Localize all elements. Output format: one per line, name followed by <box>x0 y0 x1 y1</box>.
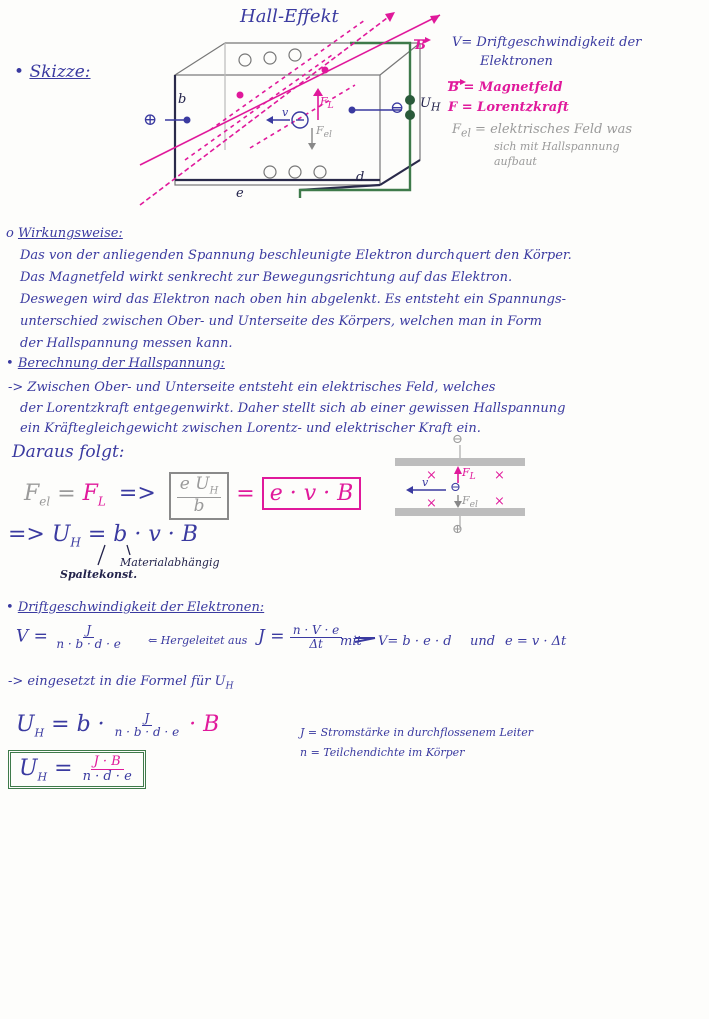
label-UH: $U_H$ <box>420 96 441 114</box>
plate-plus-bottom-icon: ⊕ <box>452 522 463 537</box>
wirkungsweise-line-2: Das Magnetfeld wirkt senkrecht zur Bewegungsrichtung auf das Elektron. <box>20 270 513 285</box>
wirkungsweise-line-4: unterschied zwischen Ober- und Unterseite des Körpers, welchen man in Form <box>20 314 542 329</box>
box-edge-top-left <box>175 43 225 75</box>
drift-hergeleitet: ⇐ Hergeleitet aus <box>148 634 248 647</box>
sketch-heading: • Skizze: <box>14 62 91 82</box>
cross-icon-2: × <box>494 468 505 483</box>
box-edge-top-right <box>380 43 420 75</box>
drift-eingesetzt: -> eingesetzt in die Formel für $U_H$ <box>8 674 234 692</box>
top-charge-2 <box>264 52 276 64</box>
label-e: e <box>236 186 244 201</box>
drift-heading: • Driftgeschwindigkeit der Elektronen: <box>6 600 265 615</box>
top-charge-1 <box>239 54 251 66</box>
drift-mit: mit <box>340 634 362 649</box>
bottom-charge-1 <box>264 166 276 178</box>
bottom-charge-2 <box>289 166 301 178</box>
berechnung-line-2: der Lorentzkraft entgegenwirkt. Daher stellt sich ab einer gewissen Hallspannung <box>20 401 566 416</box>
uh-equation: => $U_H = b \cdot v \cdot B$ <box>8 522 198 550</box>
force-balance-equation: $F_{el} = F_L$ => $\frac{e U_H}{b}$ = e · v · B <box>24 472 361 520</box>
note-material: Materialabhängig <box>120 556 220 569</box>
drift-v-equation: V = $\frac{J}{n \cdot b \cdot d \cdot e}$ <box>16 623 121 651</box>
note-spaltekonst: Spaltekonst. <box>60 568 138 581</box>
wirkungsweise-line-3: Deswegen wird das Elektron nach oben hin abgelenkt. Es entsteht ein Spannungs- <box>20 292 567 307</box>
legend-v-cont: Elektronen <box>480 54 553 69</box>
label-FL: $F_L$ <box>320 95 334 112</box>
cross-icon-1: × <box>426 468 437 483</box>
minus-terminal-dot <box>349 107 356 114</box>
wirkungsweise-line-5: der Hallspannung messen kann. <box>20 336 233 351</box>
legend-Fel: $F_{el}$ = elektrisches Feld was <box>452 122 633 140</box>
label-b: b <box>178 92 187 107</box>
berechnung-heading: • Berechnung der Hallspannung: <box>6 356 225 371</box>
label-B-vector: B <box>415 38 426 53</box>
label-d: d <box>356 170 365 185</box>
minus-terminal-icon: ⊖ <box>390 98 405 118</box>
drift-und: und <box>470 634 496 649</box>
uh-terminal-bottom <box>405 110 415 120</box>
drift-e-equation: e = v · Δt <box>505 634 567 649</box>
label-Fel: $F_{el}$ <box>316 124 332 141</box>
uh-substituted-equation: $U_H = b$ · $\frac{J}{n \cdot b \cdot d \cdot e}$ · B <box>16 711 220 740</box>
legend-FL: F = Lorentzkraft <box>448 100 569 115</box>
cross-icon-3: × <box>426 496 437 511</box>
top-charge-3 <box>289 49 301 61</box>
uh-terminal-top <box>405 95 415 105</box>
legend-B: B = Magnetfeld <box>448 80 563 95</box>
plate-label-v: v <box>422 476 429 489</box>
plate-label-Fel: $F_{el}$ <box>462 494 478 511</box>
legend-Fel-cont2: aufbaut <box>494 155 537 168</box>
drift-J-equation: J = $\frac{n \cdot V \cdot e}{\Delta t}$ <box>258 624 342 650</box>
plus-terminal-dot <box>184 117 191 124</box>
plus-terminal-icon: ⊕ <box>143 110 158 130</box>
wirkungsweise-line-1: Das von der anliegenden Spannung beschleunigte Elektron durchquert den Körper. <box>20 248 572 263</box>
definition-J: J = Stromstärke in durchflossenem Leiter <box>300 726 533 739</box>
berechnung-line-3: ein Kräftegleichgewicht zwischen Lorentz- und elektrischer Kraft ein. <box>20 421 481 436</box>
page-title: Hall-Effekt <box>240 6 339 27</box>
daraus-folgt: Daraus folgt: <box>12 442 125 462</box>
definition-n: n = Teilchendichte im Körper <box>300 746 465 759</box>
plate-electron-icon: ⊖ <box>450 480 461 495</box>
plate-minus-top-icon: ⊖ <box>452 432 463 447</box>
hall-box-sketch <box>175 43 420 185</box>
box-front-face <box>175 75 380 185</box>
berechnung-line-1: -> Zwischen Ober- und Unterseite entsteht ein elektrisches Feld, welches <box>8 380 496 395</box>
legend-v: V= Driftgeschwindigkeit der <box>452 35 642 50</box>
label-v: v <box>282 106 289 119</box>
box-dimensions <box>175 75 420 190</box>
cross-icon-4: × <box>494 494 505 509</box>
bottom-charge-3 <box>314 166 326 178</box>
drift-V-volume: V= b · e · d <box>378 634 452 649</box>
plate-label-FL: $F_L$ <box>462 466 476 483</box>
wirkungsweise-heading: o Wirkungsweise: <box>6 226 123 241</box>
legend-Fel-cont1: sich mit Hallspannung <box>494 140 620 153</box>
final-hall-formula: $U_H$ = $\frac{J \cdot B}{n \cdot d \cdot e}$ <box>8 750 146 789</box>
